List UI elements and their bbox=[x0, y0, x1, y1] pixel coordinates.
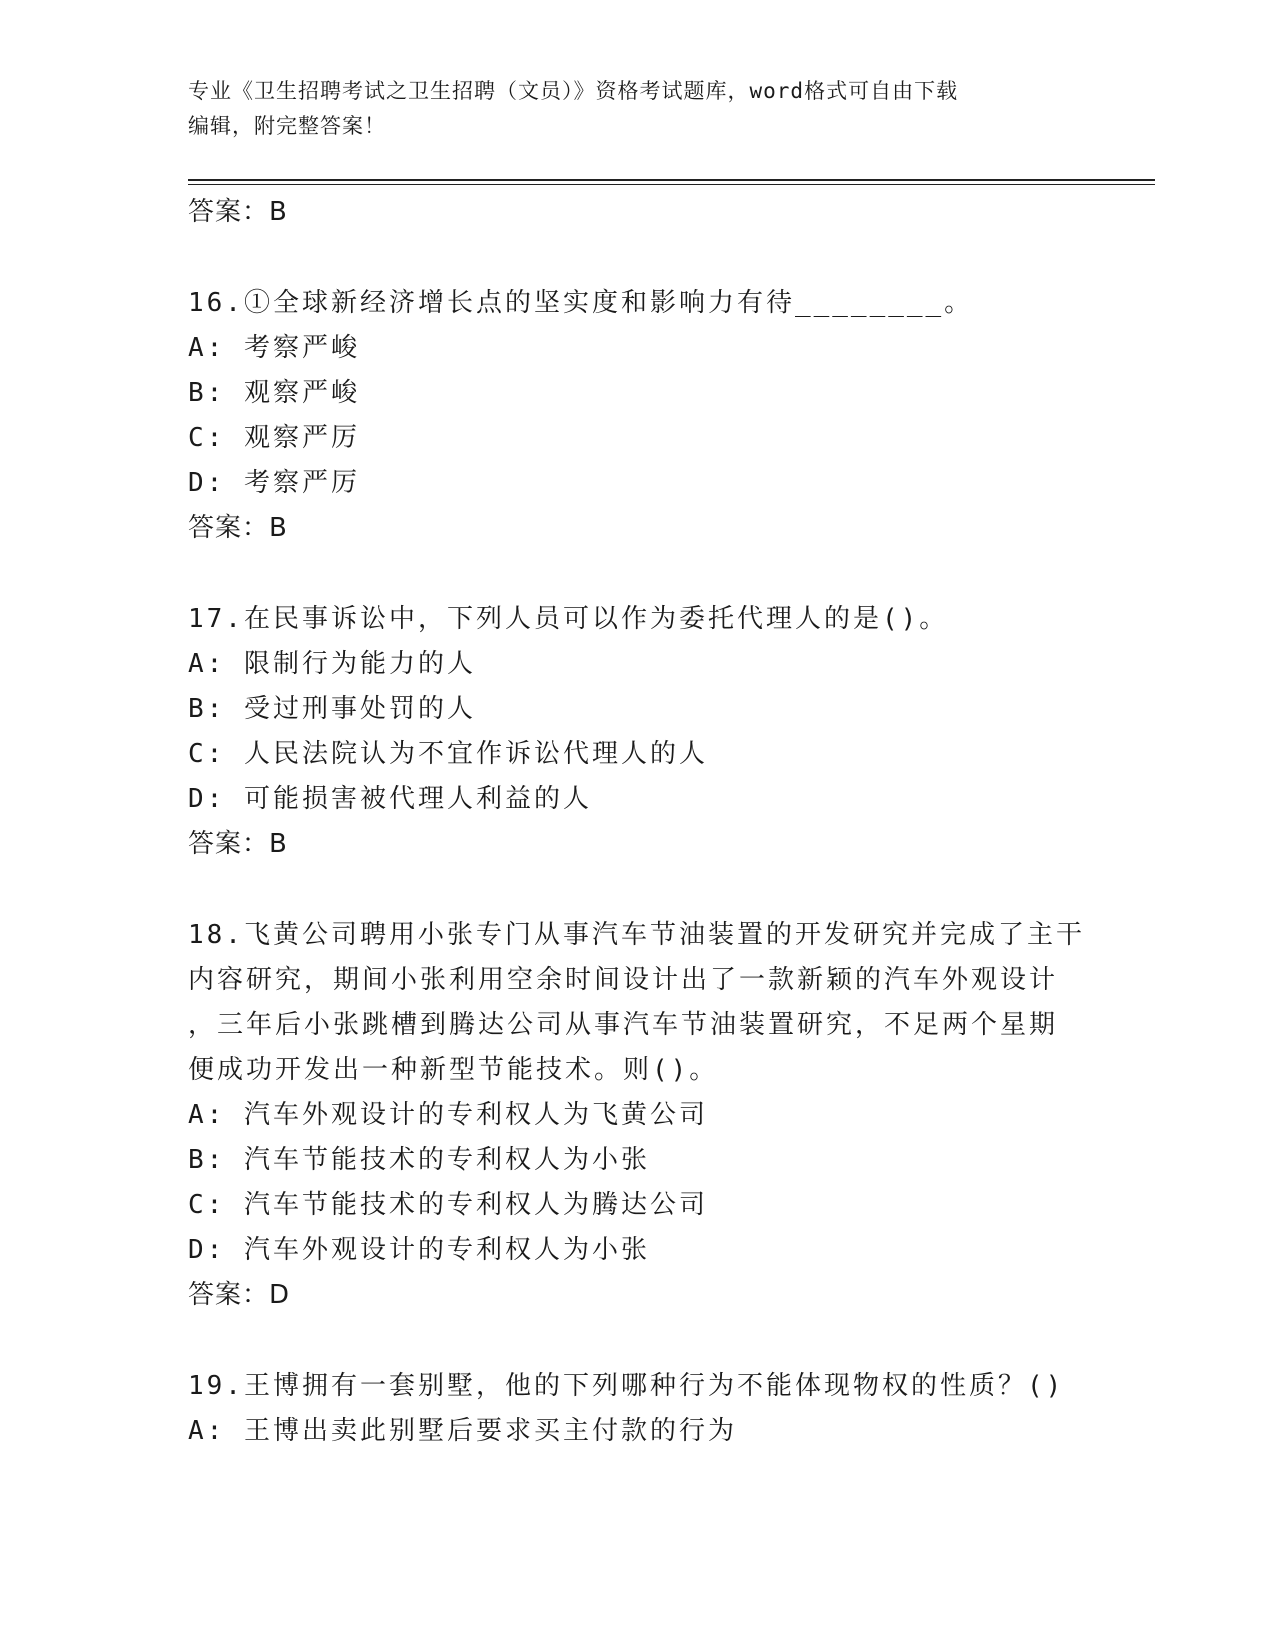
header-divider-thick bbox=[188, 179, 1155, 181]
question-17 bbox=[188, 597, 1088, 867]
question-18-text-line-2: 内容研究，期间小张利用空余时间设计出了一款新颖的汽车外观设计 bbox=[188, 965, 1059, 995]
question-list bbox=[188, 190, 1088, 1454]
answer-previous: 答案：B bbox=[188, 197, 288, 227]
question-17-option-c: C: 人民法院认为不宜作诉讼代理人的人 bbox=[188, 739, 708, 769]
question-19-option-a: A: 王博出卖此别墅后要求买主付款的行为 bbox=[188, 1416, 737, 1446]
question-18-text-line-4: 便成功开发出一种新型节能技术。则()。 bbox=[188, 1055, 719, 1085]
question-18-text-line-1: 18.飞黄公司聘用小张专门从事汽车节油装置的开发研究并完成了主干 bbox=[188, 920, 1085, 950]
question-16 bbox=[188, 281, 1088, 551]
question-17-answer: 答案：B bbox=[188, 829, 288, 859]
header-line-2: 编辑，附完整答案！ bbox=[188, 114, 386, 138]
question-16-option-c: C: 观察严厉 bbox=[188, 423, 360, 453]
question-17-option-d: D: 可能损害被代理人利益的人 bbox=[188, 784, 592, 814]
question-18-option-a: A: 汽车外观设计的专利权人为飞黄公司 bbox=[188, 1100, 708, 1130]
question-18-answer: 答案：D bbox=[188, 1280, 291, 1310]
question-18-option-b: B: 汽车节能技术的专利权人为小张 bbox=[188, 1145, 650, 1175]
page-header bbox=[188, 74, 1078, 144]
question-18 bbox=[188, 913, 1088, 1318]
question-18-option-c: C: 汽车节能技术的专利权人为腾达公司 bbox=[188, 1190, 708, 1220]
spacer bbox=[188, 867, 1088, 913]
question-17-option-b: B: 受过刑事处罚的人 bbox=[188, 694, 476, 724]
question-16-text: 16.①全球新经济增长点的坚实度和影响力有待________。 bbox=[188, 288, 974, 318]
question-19-text: 19.王博拥有一套别墅，他的下列哪种行为不能体现物权的性质？() bbox=[188, 1371, 1065, 1401]
spacer bbox=[188, 235, 1088, 281]
header-line-1: 专业《卫生招聘考试之卫生招聘（文员）》资格考试题库，word格式可自由下载 bbox=[188, 79, 959, 103]
question-16-option-d: D: 考察严厉 bbox=[188, 468, 360, 498]
question-17-option-a: A: 限制行为能力的人 bbox=[188, 649, 476, 679]
question-17-text: 17.在民事诉讼中，下列人员可以作为委托代理人的是()。 bbox=[188, 604, 949, 634]
spacer bbox=[188, 1318, 1088, 1364]
question-18-option-d: D: 汽车外观设计的专利权人为小张 bbox=[188, 1235, 650, 1265]
question-16-answer: 答案：B bbox=[188, 513, 288, 543]
question-16-option-a: A: 考察严峻 bbox=[188, 333, 360, 363]
header-divider-thin bbox=[188, 184, 1155, 185]
question-16-option-b: B: 观察严峻 bbox=[188, 378, 360, 408]
question-18-text-line-3: ，三年后小张跳槽到腾达公司从事汽车节油装置研究，不足两个星期 bbox=[188, 1010, 1059, 1040]
spacer bbox=[188, 551, 1088, 597]
question-19 bbox=[188, 1364, 1088, 1454]
